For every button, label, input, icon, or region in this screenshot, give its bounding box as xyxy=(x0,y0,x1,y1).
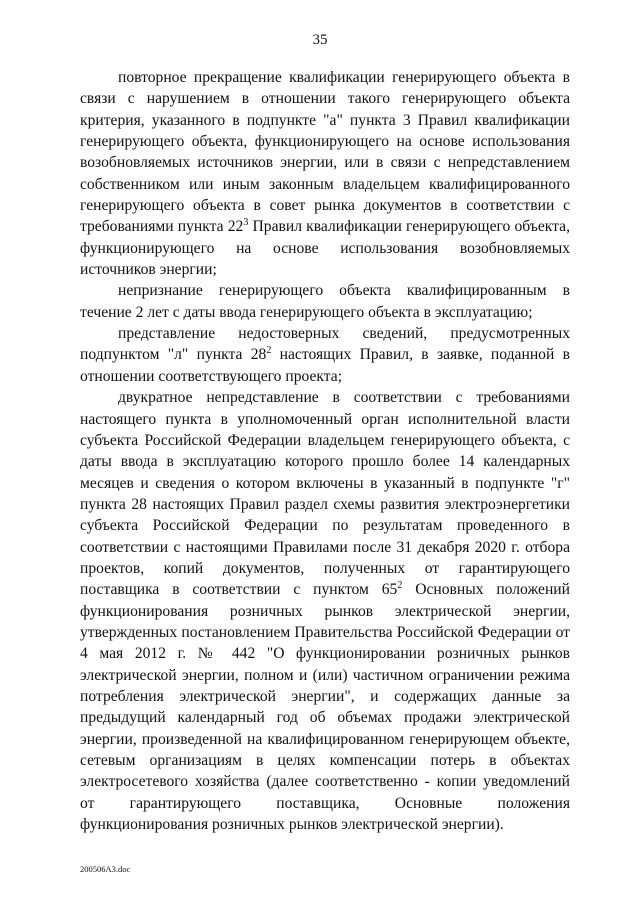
paragraph-1 xyxy=(80,67,570,280)
footer-filename: 200506А3.doc xyxy=(80,864,131,874)
paragraph-text: Правил квалификации генерирующего объекта, функционирующего на основе использования возобновляемых источников энергии; xyxy=(80,218,570,279)
paragraph-2 xyxy=(80,280,570,323)
paragraph-text: повторное прекращение квалификации генерирующего объекта в связи с нарушением в отношении такого генерирующего объекта критерия, указанного в подпункте "а" пункта 3 Правил квалификации генерирующего объекта, функционирующего на основе использования возобновляемых источников энергии, или в связи с непредставлением собственником или иным законным владельцем квалифицированного генерирующего объекта в совет рынка документов в соответствии с требованиями пункта 22 xyxy=(80,69,570,236)
page-number: 35 xyxy=(312,32,328,48)
paragraph-text: двукратное непредставление в соответствии с требованиями настоящего пункта в уполномоченный орган исполнительной власти субъекта Российской Федерации владельцем генерирующего объекта, с даты ввода в эксплуатацию которого прошло более 14 календарных месяцев и сведения о котором включены в указанный в подпункте "г" пункта 28 настоящих Правил раздел схемы развития электроэнергетики субъекта Российской Федерации по результатам проведенного в соответствии с настоящими Правилами после 31 декабря 2020 г. отбора проектов, копий документов, полученных от гарантирующего поставщика в соответствии с пунктом 65 xyxy=(80,389,570,599)
paragraph-text: непризнание генерирующего объекта квалифицированным в течение 2 лет с даты ввода генерирующего объекта в эксплуатацию; xyxy=(80,282,570,321)
document-body xyxy=(80,67,570,835)
superscript: 2 xyxy=(266,345,272,357)
superscript: 2 xyxy=(397,580,403,592)
paragraph-4 xyxy=(80,387,570,835)
superscript: 3 xyxy=(243,217,249,229)
paragraph-text: Основных положений функционирования розничных рынков электрической энергии, утвержденных постановлением Правительства Российской Федерации от 4 мая 2012 г. № 442 "О функционировании розничных рынков электрической энергии, полном и (или) частичном ограничении режима потребления электрической энергии", и содержащих данные за предыдущий календарный год об объемах продажи электрической энергии, произведенной на квалифицированном генерирующем объекте, сетевым организациям в целях компенсации потерь в объектах электросетевого хозяйства (далее соответственно - копии уведомлений от гарантирующего поставщика, Основные положения функционирования розничных рынков электрической энергии). xyxy=(80,581,570,834)
paragraph-text: настоящих Правил, в заявке, поданной в отношении соответствующего проекта; xyxy=(80,346,570,385)
paragraph-3 xyxy=(80,323,570,387)
paragraph-text: представление недостоверных сведений, предусмотренных подпунктом "л" пункта 28 xyxy=(80,325,570,364)
